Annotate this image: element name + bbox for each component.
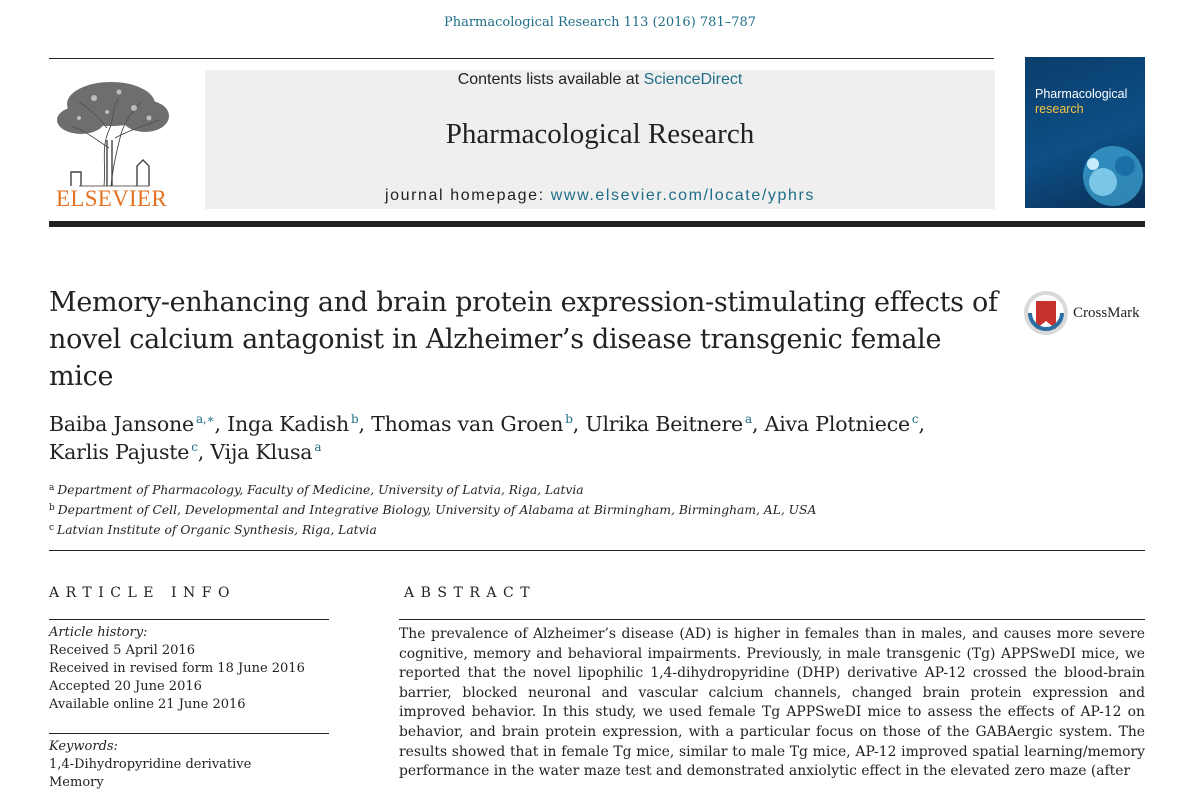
affiliation-item [49, 499, 1049, 519]
crossmark-icon [1022, 289, 1070, 337]
article-title: Memory-enhancing and brain protein expression-stimulating effects of novel calcium antagonist in Alzheimer’s disease transgenic female mice [49, 287, 998, 392]
keywords [49, 738, 329, 792]
author-name[interactable]: Karlis Pajuste [49, 440, 190, 464]
keywords-rule [49, 733, 329, 734]
author-list [49, 410, 1009, 466]
author-separator: , [358, 412, 372, 436]
affiliation-item [49, 479, 1049, 499]
author-separator: , [572, 412, 586, 436]
author-name[interactable]: Thomas van Groen [371, 412, 564, 436]
journal-citation[interactable]: Pharmacological Research 113 (2016) 781–787 [443, 15, 757, 30]
publisher-logo[interactable]: ELSEVIER [56, 186, 167, 211]
homepage-line [205, 187, 995, 205]
affiliation-key: b [49, 503, 55, 513]
section-divider [49, 550, 1145, 551]
contents-prefix: Contents lists available at [457, 71, 644, 88]
author-separator: , [751, 412, 765, 436]
affiliation-key: c [49, 523, 55, 533]
sciencedirect-link[interactable]: ScienceDirect [643, 71, 743, 88]
contents-line [205, 71, 995, 89]
author-name[interactable]: Ulrika Beitnere [585, 412, 743, 436]
homepage-link[interactable]: www.elsevier.com/locate/yphrs [550, 187, 816, 204]
history-item: Received 5 April 2016 [49, 643, 195, 658]
keyword-item: Memory [49, 775, 104, 790]
article-info-heading: ARTICLE INFO [49, 585, 236, 601]
history-heading: Article history: [49, 625, 148, 640]
author-separator: , [197, 440, 211, 464]
author-separator: , [214, 412, 228, 436]
author-affiliation-marker[interactable]: a [744, 412, 752, 426]
affiliation-key: a [49, 483, 55, 493]
author-affiliation-marker[interactable]: a [314, 440, 322, 454]
crossmark-label: CrossMark [1073, 305, 1140, 321]
cover-art-icon [1073, 142, 1145, 208]
cover-title [1035, 87, 1127, 117]
affiliation-text: Latvian Institute of Organic Synthesis, Riga, Latvia [57, 523, 377, 537]
journal-banner [205, 70, 995, 209]
cover-title-line1: Pharmacological [1035, 87, 1128, 101]
author-affiliation-marker[interactable]: b [565, 412, 573, 426]
journal-cover-image[interactable] [1025, 57, 1145, 208]
keyword-item: 1,4-Dihydropyridine derivative [49, 757, 252, 772]
article-history [49, 624, 329, 714]
author-name[interactable]: Baiba Jansone [49, 412, 194, 436]
author-name[interactable]: Vija Klusa [210, 440, 313, 464]
cover-title-line2: research [1035, 102, 1084, 116]
author-separator: , [918, 412, 925, 436]
header-divider [49, 221, 1145, 227]
affiliation-text: Department of Cell, Developmental and Integrative Biology, University of Alabama at Birmingham, Birmingham, AL, USA [57, 503, 817, 517]
article-info-rule [49, 619, 329, 620]
author-affiliation-marker[interactable]: c [191, 440, 198, 454]
affiliation-text: Department of Pharmacology, Faculty of Medicine, University of Latvia, Riga, Latvia [57, 483, 584, 497]
affiliation-item [49, 519, 1049, 539]
history-item: Available online 21 June 2016 [49, 697, 246, 712]
abstract-text: The prevalence of Alzheimer’s disease (AD) is higher in females than in males, and causes more severe cognitive, memory and behavioral impairments. Previously, in male transgenic (Tg) APPSweDI mice, we reported that the novel lipophilic 1,4-dihydropyridine (DHP) derivative AP-12 crossed the blood-brain barrier, blocked neuronal and vascular calcium channels, changed brain protein expression and improved behavior. In this study, we used female Tg APPSweDI mice to assess the effects of AP-12 on behavior, and brain protein expression, with a particular focus on those of the GABAergic system. The results showed that in female Tg mice, similar to male Tg mice, AP-12 improved spatial learning/memory performance in the water maze test and demonstrated anxiolytic effect in the elevated zero maze (after [399, 626, 1145, 780]
homepage-prefix: journal homepage: [384, 187, 551, 204]
history-item: Received in revised form 18 June 2016 [49, 661, 305, 676]
author-affiliation-marker[interactable]: a,∗ [195, 412, 215, 426]
affiliation-list [49, 479, 1049, 539]
keywords-heading: Keywords: [49, 739, 118, 754]
history-item: Accepted 20 June 2016 [49, 679, 202, 694]
header-rule [49, 58, 994, 59]
author-name[interactable]: Aiva Plotniece [764, 412, 910, 436]
abstract-heading: ABSTRACT [404, 585, 537, 601]
journal-name: Pharmacological Research [445, 118, 755, 150]
author-name[interactable]: Inga Kadish [227, 412, 350, 436]
author-affiliation-marker[interactable]: c [911, 412, 919, 426]
abstract-rule [399, 619, 1145, 620]
author-affiliation-marker[interactable]: b [351, 412, 359, 426]
crossmark-button[interactable] [1022, 289, 1147, 339]
